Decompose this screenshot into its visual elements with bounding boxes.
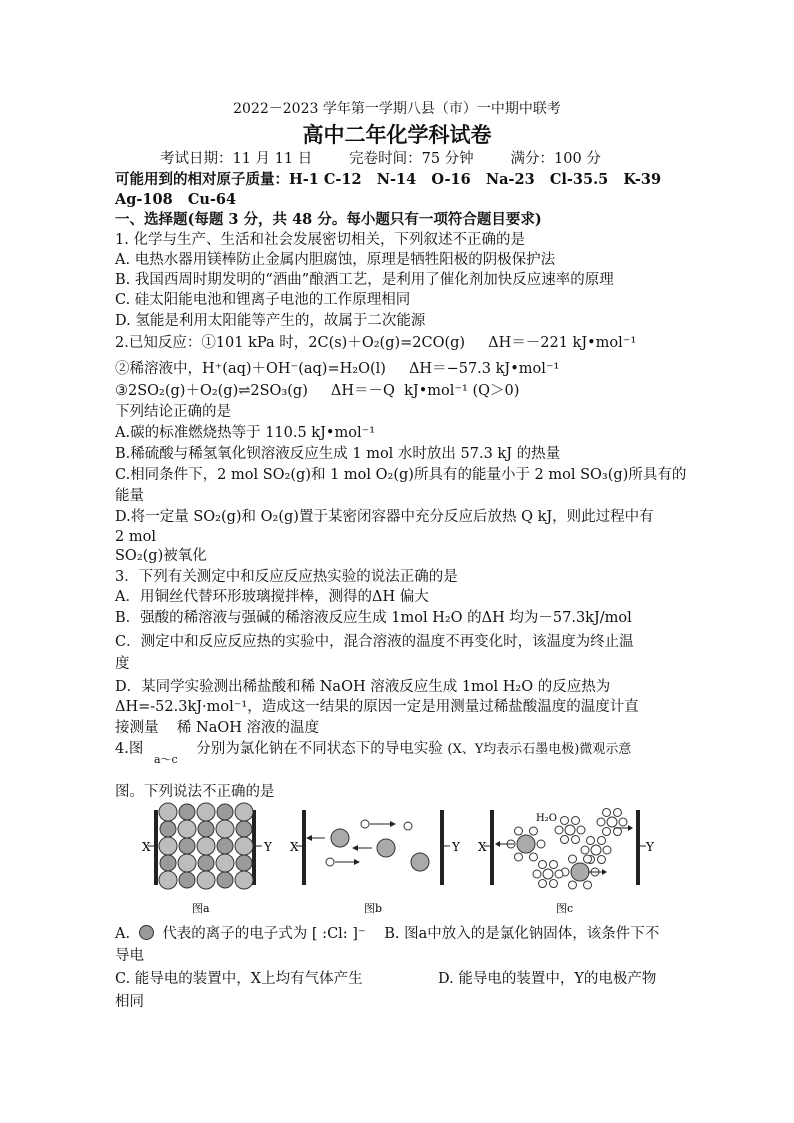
q2-reaction-1: 2.已知反应：①101 kPa 时，2C(s)＋O₂(g)=2CO(g) ΔH＝－221 kJ•mol⁻¹: [115, 335, 637, 351]
water-molecule: [572, 836, 580, 844]
figure-a-caption: 图a: [192, 902, 210, 915]
hydrated-chloride-ion: [565, 825, 575, 835]
q4-stem-figure-range: a～c: [153, 753, 178, 766]
water-molecule: [581, 846, 589, 854]
ion-chloride: [361, 820, 369, 828]
water-molecule: [587, 836, 595, 844]
water-molecule: [603, 846, 611, 854]
q4-stem-electrodes: (X、Y均表示石墨电极)微观示意: [447, 742, 632, 757]
lattice-chloride-ion: [216, 820, 234, 838]
lattice-chloride-ion: [216, 854, 234, 872]
figure-b-caption: 图b: [364, 902, 383, 915]
ion-lattice: [159, 803, 253, 889]
water-molecule: [603, 808, 611, 816]
hydrated-chloride-ion: [543, 869, 553, 879]
hydrated-ions: [507, 808, 627, 889]
lattice-sodium-ion: [236, 821, 252, 837]
water-molecule: [530, 827, 538, 835]
water-molecule: [550, 860, 558, 868]
q3-stem: 3．下列有关测定中和反应反应热实验的说法正确的是: [115, 569, 458, 585]
q2-option-d: D.将一定量 SO₂(g)和 O₂(g)置于某密闭容器中充分反应后放热 Q kJ，则此过程中有: [115, 509, 654, 525]
lattice-sodium-ion: [217, 838, 233, 854]
water-label: H₂O: [536, 813, 557, 824]
water-molecule: [537, 840, 545, 848]
conduction-diagrams: [140, 800, 660, 918]
atomic-mass-line1: 可能用到的相对原子质量：H-1 C-12 N-14 O-16 Na-23 Cl-35.5 K-39: [115, 171, 662, 188]
water-molecule: [555, 826, 563, 834]
electrode-x-b: [302, 810, 306, 885]
label-x-b: X: [290, 840, 299, 854]
q4-stem-middle: 分别为氯化钠在不同状态下的导电实验: [196, 741, 443, 757]
lattice-chloride-ion: [235, 871, 253, 889]
atomic-mass-line2: Ag-108 Cu-64: [115, 191, 237, 208]
q3-option-c: C．测定中和反应反应热的实验中，混合溶液的温度不再变化时，该温度为终止温: [115, 634, 634, 650]
lattice-chloride-ion: [178, 820, 196, 838]
section-heading: 一、选择题(每题 3 分，共 48 分。每小题只有一项符合题目要求): [115, 211, 542, 228]
ion-chloride: [326, 858, 334, 866]
water-molecule: [530, 853, 538, 861]
water-molecule: [550, 880, 558, 888]
water-molecule: [561, 816, 569, 824]
figure-b: [290, 810, 461, 915]
q2-option-a: A.碳的标准燃烧热等于 110.5 kJ•mol⁻¹: [115, 425, 376, 441]
water-molecule: [572, 816, 580, 824]
water-molecule: [584, 855, 592, 863]
ion-sodium: [377, 839, 395, 857]
q4-option-d: D. 能导电的装置中，Y的电极产物: [438, 971, 657, 987]
label-x-a: X: [142, 840, 151, 854]
q3-option-b: B．强酸的稀溶液与强碱的稀溶液反应生成 1mol H₂O 的ΔH 均为－57.3kJ/mol: [115, 610, 632, 626]
electrode-x-a: [154, 810, 158, 885]
q1-option-c: C. 硅太阳能电池和锂离子电池的工作原理相同: [115, 292, 411, 308]
hydrated-chloride-ion: [591, 845, 601, 855]
q4-option-b: B. 图a中放入的是氯化钠固体，该条件下不: [384, 926, 660, 942]
label-y-b: Y: [452, 840, 460, 854]
electrode-y-c: [636, 810, 640, 885]
water-molecule: [569, 855, 577, 863]
q1-option-d: D. 氢能是利用太阳能等产生的，故属于二次能源: [115, 313, 426, 329]
water-molecule: [561, 836, 569, 844]
lattice-sodium-ion: [198, 821, 214, 837]
q4-stem-cont: 图。下列说法不正确的是: [115, 784, 275, 800]
water-molecule: [603, 828, 611, 836]
water-molecule: [577, 826, 585, 834]
hydrated-sodium-ion: [517, 835, 535, 853]
q2-reaction-3: ③2SO₂(g)＋O₂(g)⇌2SO₃(g) ΔH＝－Q kJ•mol⁻¹ (Q＞0): [115, 383, 520, 399]
sodium-ion-icon: [139, 925, 154, 940]
lattice-chloride-ion: [235, 803, 253, 821]
lattice-sodium-ion: [160, 821, 176, 837]
water-molecule: [539, 880, 547, 888]
q2-option-d-cont: 2 mol: [115, 529, 156, 545]
lattice-sodium-ion: [179, 804, 195, 820]
ion-sodium: [331, 829, 349, 847]
water-molecule: [533, 870, 541, 878]
water-molecule: [619, 818, 627, 826]
label-y-a: Y: [264, 840, 272, 854]
lattice-sodium-ion: [217, 804, 233, 820]
q2-reaction-2: ②稀溶液中，H⁺(aq)＋OH⁻(aq)=H₂O(l) ΔH＝−57.3 kJ•mol⁻¹: [115, 361, 560, 377]
q3-option-c-cont: 度: [115, 656, 130, 672]
lattice-sodium-ion: [160, 855, 176, 871]
q3-option-d: D．某同学实验测出稀盐酸和稀 NaOH 溶液反应生成 1mol H₂O 的反应热为: [115, 679, 611, 695]
figure-c-caption: 图c: [556, 902, 574, 915]
electrode-x-c: [490, 810, 494, 885]
water-molecule: [614, 808, 622, 816]
q1-stem: 1. 化学与生产、生活和社会发展密切相关，下列叙述不正确的是: [115, 232, 525, 248]
lattice-sodium-ion: [198, 855, 214, 871]
water-molecule: [598, 856, 606, 864]
figure-c: [478, 808, 655, 915]
ion-chloride: [404, 822, 412, 830]
q3-option-a: A．用铜丝代替环形玻璃搅拌棒，测得的ΔH 偏大: [115, 589, 429, 605]
q2-option-c-cont: 能量: [115, 488, 144, 504]
q4-stem-start: 4.图: [115, 741, 144, 757]
exam-title: 高中二年化学科试卷: [302, 122, 492, 147]
water-molecule: [584, 881, 592, 889]
lattice-chloride-ion: [197, 803, 215, 821]
lattice-chloride-ion: [178, 854, 196, 872]
exam-info: 考试日期：11 月 11 日 完卷时间：75 分钟 满分：100 分: [160, 151, 601, 167]
water-molecule: [598, 836, 606, 844]
q4-option-a-text: 代表的离子的电子式为 [ :Cl: ]⁻: [162, 926, 366, 942]
water-molecule: [569, 881, 577, 889]
hydrated-sodium-ion: [571, 863, 589, 881]
water-molecule: [597, 818, 605, 826]
water-molecule: [515, 827, 523, 835]
label-y-c: Y: [646, 840, 654, 854]
lattice-chloride-ion: [235, 837, 253, 855]
q3-option-d-cont: ΔH=-52.3kJ·mol⁻¹，造成这一结果的原因一定是用测量过稀盐酸温度的温度计直: [115, 699, 639, 715]
lattice-chloride-ion: [159, 871, 177, 889]
q4-option-b-cont: 导电: [115, 948, 144, 964]
lattice-sodium-ion: [217, 872, 233, 888]
q4-option-c: C. 能导电的装置中，X上均有气体产生: [115, 971, 363, 987]
q2-prompt: 下列结论正确的是: [115, 404, 231, 420]
q4-option-a-letter: A.: [115, 926, 131, 942]
electrode-y-b: [440, 810, 444, 885]
lattice-chloride-ion: [159, 837, 177, 855]
q4-option-a: [115, 925, 659, 943]
ion-sodium: [411, 853, 429, 871]
hydrated-chloride-ion: [607, 817, 617, 827]
lattice-chloride-ion: [197, 837, 215, 855]
lattice-chloride-ion: [197, 871, 215, 889]
lattice-sodium-ion: [179, 838, 195, 854]
lattice-sodium-ion: [179, 872, 195, 888]
q1-option-b: B. 我国西周时期发明的“酒曲”酿酒工艺，是利用了催化剂加快反应速率的原理: [115, 272, 614, 288]
water-molecule: [539, 860, 547, 868]
water-molecule: [515, 853, 523, 861]
q2-option-d-cont2: SO₂(g)被氧化: [115, 548, 207, 564]
lattice-sodium-ion: [236, 855, 252, 871]
q3-option-d-cont2: 接测量 稀 NaOH 溶液的温度: [115, 720, 320, 736]
lattice-chloride-ion: [159, 803, 177, 821]
label-x-c: X: [478, 840, 487, 854]
q1-option-a: A. 电热水器用镁棒防止金属内胆腐蚀，原理是牺牲阳极的阴极保护法: [115, 252, 556, 268]
figure-a: [142, 803, 273, 915]
q2-option-c: C.相同条件下，2 mol SO₂(g)和 1 mol O₂(g)所具有的能量小于 2 mol SO₃(g)所具有的: [115, 467, 687, 483]
water-molecule: [614, 828, 622, 836]
water-molecule: [555, 870, 563, 878]
q2-option-b: B.稀硫酸与稀氢氧化钡溶液反应生成 1 mol 水时放出 57.3 kJ 的热量: [115, 446, 561, 462]
exam-title-line1: 2022－2023 学年第一学期八县（市）一中期中联考: [233, 101, 561, 117]
q4-option-d-cont: 相同: [115, 994, 144, 1010]
